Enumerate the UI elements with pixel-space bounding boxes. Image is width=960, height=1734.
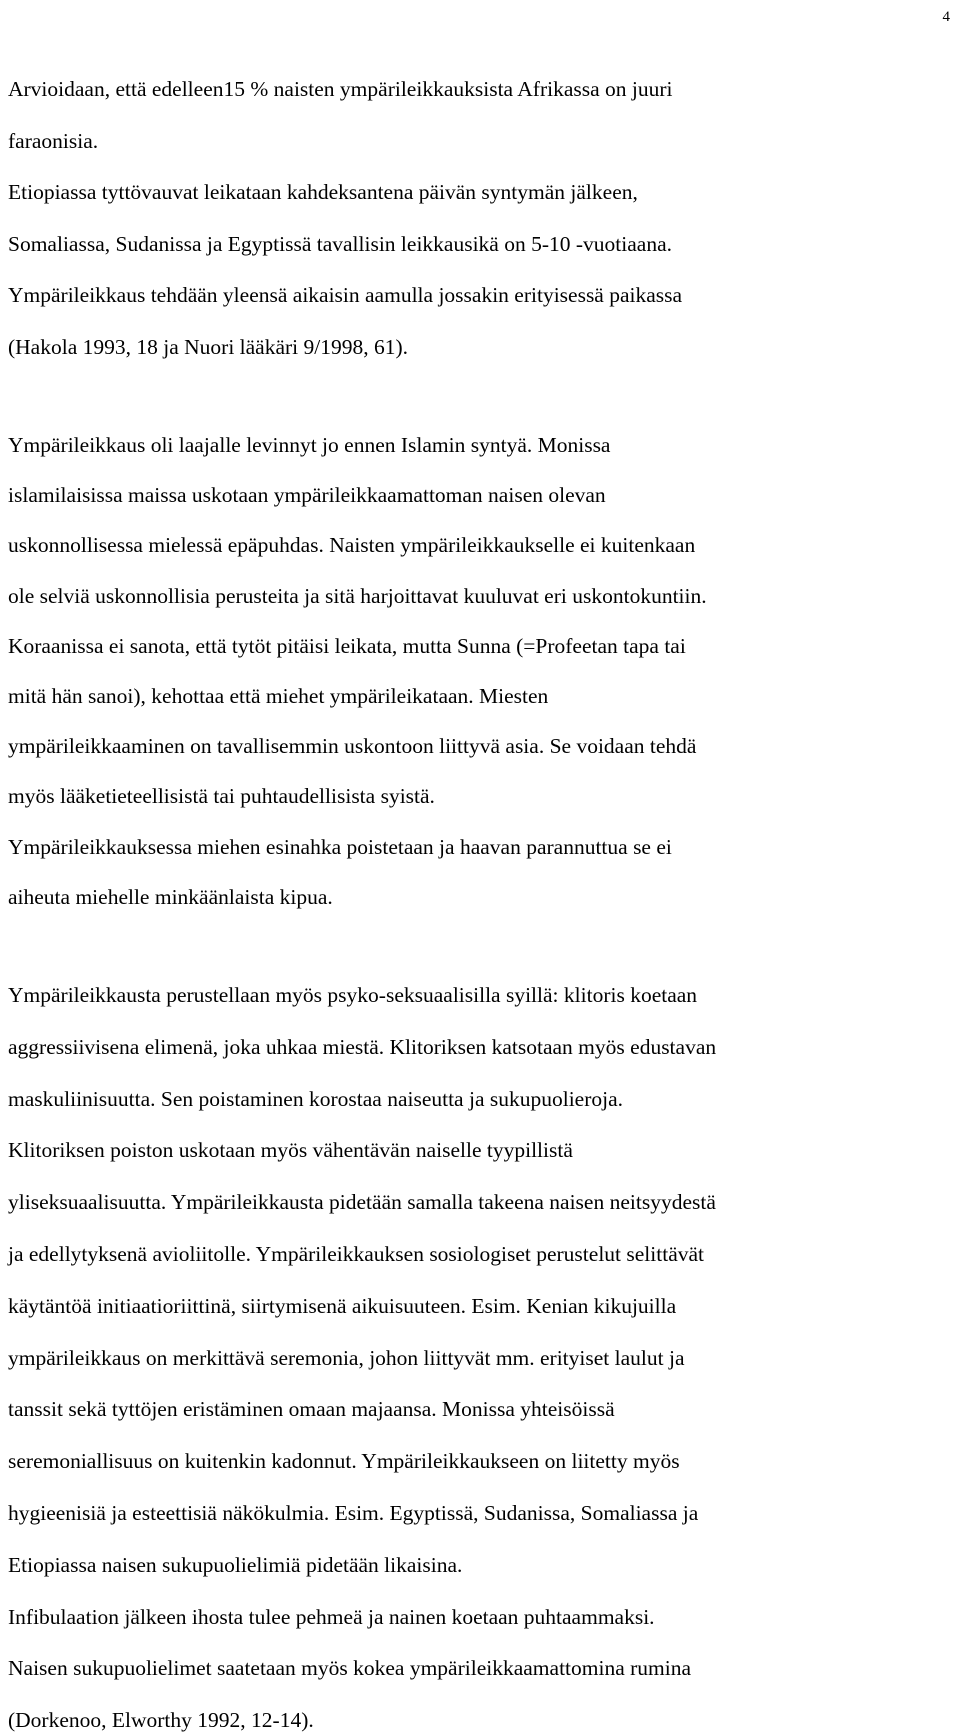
text-line: Etiopiassa tyttövauvat leikataan kahdeksantena päivän syntymän jälkeen,	[8, 180, 638, 204]
text-line: Somaliassa, Sudanissa ja Egyptissä tavallisin leikkausikä on 5-10 -vuotiaana.	[8, 231, 672, 256]
text-line: (Hakola 1993, 18 ja Nuori lääkäri 9/1998, 61).	[8, 334, 409, 359]
text-line: käytäntöä initiaatioriittinä, siirtymisenä aikuisuuteen. Esim. Kenian kikujuilla	[8, 1293, 677, 1318]
text-line: yliseksuaalisuutta. Ympärileikkausta pidetään samalla takeena naisen neitsyydestä	[8, 1190, 716, 1215]
text-line: ympärileikkaaminen on tavallisemmin uskontoon liittyvä asia. Se voidaan tehdä	[8, 734, 697, 759]
text-line: (Dorkenoo, Elworthy 1992, 12-14).	[8, 1708, 314, 1733]
page-number: 4	[942, 9, 950, 25]
text-line: Ympärileikkausta perustellaan myös psyko-seksuaalisilla syillä: klitoris koetaan	[8, 983, 698, 1007]
text-line: faraonisia.	[8, 128, 99, 153]
text-line: Koraanissa ei sanota, että tytöt pitäisi leikata, mutta Sunna (=Profeetan tapa tai	[8, 633, 686, 658]
text-line: mitä hän sanoi), kehottaa että miehet ympärileikataan. Miesten	[8, 683, 549, 708]
text-line: aggressiivisena elimenä, joka uhkaa miestä. Klitoriksen katsotaan myös edustavan	[8, 1034, 717, 1059]
text-line: seremoniallisuus on kuitenkin kadonnut. Ympärileikkaukseen on liitetty myös	[8, 1449, 680, 1474]
paragraph-circumcision-practice	[8, 76, 953, 361]
text-line: ja edellytyksenä avioliitolle. Ympärileikkauksen sosiologiset perustelut selittävät	[8, 1241, 704, 1266]
text-line: Arvioidaan, että edelleen15 % naisten ympärileikkauksista Afrikassa on juuri	[8, 77, 673, 101]
text-line: Ympärileikkaus tehdään yleensä aikaisin aamulla jossakin erityisessä paikassa	[8, 283, 683, 307]
paragraph-religion	[8, 432, 953, 911]
text-line: Naisen sukupuolielimet saatetaan myös kokea ympärileikkaamattomina rumina	[8, 1656, 692, 1681]
text-line: Klitoriksen poiston uskotaan myös vähentävän naiselle tyypillistä	[8, 1138, 573, 1163]
text-line: aiheuta miehelle minkäänlaista kipua.	[8, 884, 333, 909]
text-line: ympärileikkaus on merkittävä seremonia, johon liittyvät mm. erityiset laulut ja	[8, 1345, 685, 1370]
text-line: Infibulaation jälkeen ihosta tulee pehmeä ja nainen koetaan puhtaammaksi.	[8, 1604, 655, 1629]
text-line: ole selviä uskonnollisia perusteita ja sitä harjoittavat kuuluvat eri uskontokuntiin.	[8, 583, 707, 608]
text-line: myös lääketieteellisistä tai puhtaudellisista syistä.	[8, 784, 435, 809]
text-line: tanssit sekä tyttöjen eristäminen omaan majaansa. Monissa yhteisöissä	[8, 1397, 615, 1422]
paragraph-justifications	[8, 982, 953, 1734]
text-line: hygieenisiä ja esteettisiä näkökulmia. Esim. Egyptissä, Sudanissa, Somaliassa ja	[8, 1500, 699, 1525]
text-line: maskuliinisuutta. Sen poistaminen korostaa naiseutta ja sukupuolieroja.	[8, 1086, 624, 1111]
text-line: Etiopiassa naisen sukupuolielimiä pidetään likaisina.	[8, 1552, 463, 1577]
text-line: Ympärileikkaus oli laajalle levinnyt jo ennen Islamin syntyä. Monissa	[8, 433, 611, 457]
text-line: Ympärileikkauksessa miehen esinahka poistetaan ja haavan parannuttua se ei	[8, 834, 672, 859]
text-line: uskonnollisessa mielessä epäpuhdas. Naisten ympärileikkaukselle ei kuitenkaan	[8, 533, 696, 558]
text-line: islamilaisissa maissa uskotaan ympärileikkaamattoman naisen olevan	[8, 483, 606, 508]
